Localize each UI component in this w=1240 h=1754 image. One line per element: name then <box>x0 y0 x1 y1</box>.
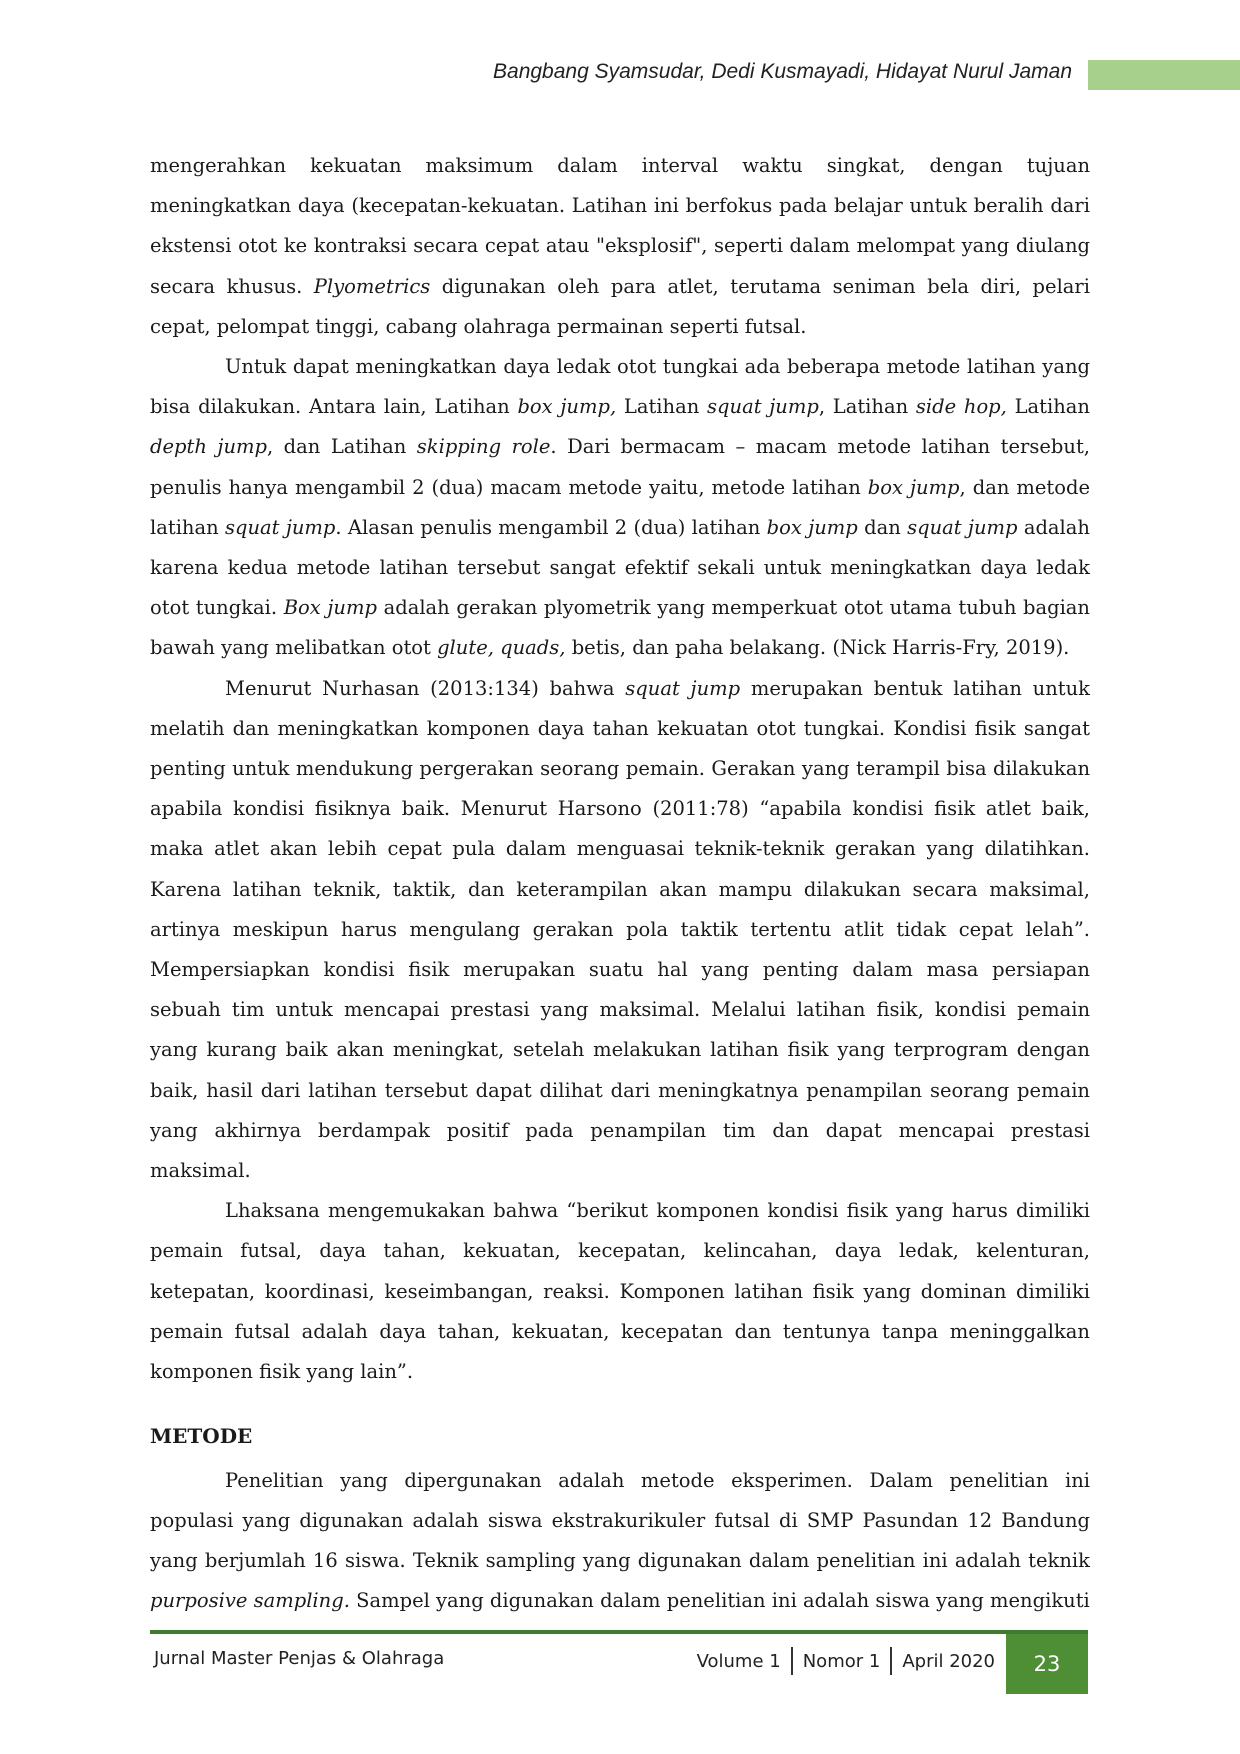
p2-seg-7: depth jump <box>150 435 267 459</box>
p2-seg-6: Latihan <box>1006 395 1090 419</box>
p3-seg-1: squat jump <box>625 676 741 700</box>
p2-seg-1: box jump, <box>517 395 617 419</box>
footer-journal-name: Jurnal Master Penjas & Olahraga <box>154 1648 445 1669</box>
section-heading-metode: METODE <box>150 1424 253 1449</box>
p2-seg-16: dan <box>857 515 908 539</box>
p3-seg-0: Menurut Nurhasan (2013:134) bahwa <box>225 676 626 700</box>
footer-nomor: Nomor 1 <box>802 1650 881 1672</box>
paragraph-1 <box>150 146 1090 347</box>
p2-seg-8: , dan Latihan <box>266 435 417 459</box>
header-accent-bar <box>1088 60 1240 90</box>
p2-seg-3: squat jump <box>707 395 819 419</box>
footer-separator <box>890 1647 892 1675</box>
p2-seg-22: betis, dan paha belakang. (Nick Harris-Fry, 2019). <box>565 636 1070 660</box>
p2-seg-17: squat jump <box>907 515 1018 539</box>
p2-seg-13: squat jump <box>225 515 336 539</box>
p1-italic-1: Plyometrics <box>313 274 431 298</box>
p2-seg-9: skipping role <box>416 435 551 459</box>
paragraph-5 <box>150 1461 1090 1622</box>
p2-seg-2: Latihan <box>616 395 708 419</box>
footer-rule <box>150 1630 1088 1634</box>
p2-seg-15: box jump <box>766 515 858 539</box>
p4-seg-0: Lhaksana mengemukakan bahwa “berikut komponen kondisi fisik yang harus dimiliki pemain futsal, daya tahan, kekuatan, kecepatan, kelincahan, daya ledak, kelenturan, ketepatan, koordinasi, keseimbangan, reaksi. Komponen latihan fisik yang dominan dimiliki pemain futsal adalah daya tahan, kekuatan, kecepatan dan tentunya tanpa meninggalkan komponen fisik yang lain”. <box>150 1199 1090 1384</box>
p2-seg-0: Untuk dapat meningkatkan daya ledak otot tungkai ada beberapa metode latihan yang bisa dilakukan. Antara lain, Latihan <box>150 355 1090 419</box>
p2-seg-19: Box jump <box>283 596 377 620</box>
paragraph-2 <box>150 347 1090 669</box>
p2-seg-20: adalah gerakan plyometrik yang memperkuat otot utama tubuh bagian bawah yang melibatkan otot <box>150 596 1090 660</box>
paragraph-3 <box>150 669 1090 1192</box>
p5-seg-0: Penelitian yang dipergunakan adalah metode eksperimen. Dalam penelitian ini populasi yang digunakan adalah siswa ekstrakurikuler futsal di SMP Pasundan 12 Bandung yang berjumlah 16 siswa. Teknik sampling yang digunakan dalam penelitian ini adalah teknik <box>150 1468 1090 1572</box>
paragraph-4 <box>150 1191 1090 1392</box>
footer-date: April 2020 <box>902 1650 995 1672</box>
p1-text-1: mengerahkan kekuatan maksimum dalam interval waktu singkat, dengan tujuan meningkatkan daya (kecepatan-kekuatan. Latihan ini berfokus pada belajar untuk beralih dari ekstensi otot ke kontraksi secara cepat atau "eksplosif", seperti dalam melompat yang diulang secara khusus. <box>150 154 1090 298</box>
p1-text-2: digunakan oleh para atlet, terutama seniman bela diri, pelari cepat, pelompat tinggi, cabang olahraga permainan seperti futsal. <box>150 274 1090 338</box>
page-number: 23 <box>1006 1634 1088 1694</box>
p2-seg-10: . Dari bermacam – macam metode latihan tersebut, penulis hanya mengambil 2 (dua) macam metode yaitu, metode latihan <box>150 435 1091 499</box>
p2-seg-18: adalah karena kedua metode latihan tersebut sangat efektif sekali untuk meningkatkan daya ledak otot tungkai. <box>150 515 1090 620</box>
footer-issue-info <box>697 1646 995 1676</box>
footer-volume: Volume 1 <box>696 1650 781 1672</box>
footer-separator <box>791 1647 793 1675</box>
p2-seg-12: , dan metode latihan <box>150 475 1090 539</box>
p2-seg-21: glute, quads, <box>437 636 566 660</box>
p2-seg-4: , Latihan <box>818 395 916 419</box>
running-header-authors: Bangbang Syamsudar, Dedi Kusmayadi, Hidayat Nurul Jaman <box>493 60 1072 83</box>
p3-seg-2: merupakan bentuk latihan untuk melatih dan meningkatkan komponen daya tahan kekuatan otot tungkai. Kondisi fisik sangat penting untuk mendukung pergerakan seorang pemain. Gerakan yang terampil bisa dilakukan apabila kondisi fisiknya baik. Menurut Harsono (2011:78) “apabila kondisi fisik atlet baik, maka atlet akan lebih cepat pula dalam menguasai teknik-teknik gerakan yang dilatihkan. Karena latihan teknik, taktik, dan keterampilan akan mampu dilakukan secara maksimal, artinya meskipun harus mengulang gerakan pola taktik tertentu atlit tidak cepat lelah”. Mempersiapkan kondisi fisik merupakan suatu hal yang penting dalam masa persiapan sebuah tim untuk mencapai prestasi yang maksimal. Melalui latihan fisik, kondisi pemain yang kurang baik akan meningkat, setelah melakukan latihan fisik yang terprogram dengan baik, hasil dari latihan tersebut dapat dilihat dari meningkatnya penampilan seorang pemain yang akhirnya berdampak positif pada penampilan tim dan dapat mencapai prestasi maksimal. <box>150 676 1090 1183</box>
p5-seg-2: Sampel yang digunakan dalam penelitian ini adalah siswa yang mengikuti <box>349 1589 1090 1613</box>
p2-seg-11: box jump <box>867 475 960 499</box>
p2-seg-14: . Alasan penulis mengambil 2 (dua) latihan <box>335 515 767 539</box>
article-body <box>150 146 1090 1621</box>
p5-seg-1: purposive sampling. <box>150 1589 350 1613</box>
p2-seg-5: side hop, <box>915 395 1007 419</box>
